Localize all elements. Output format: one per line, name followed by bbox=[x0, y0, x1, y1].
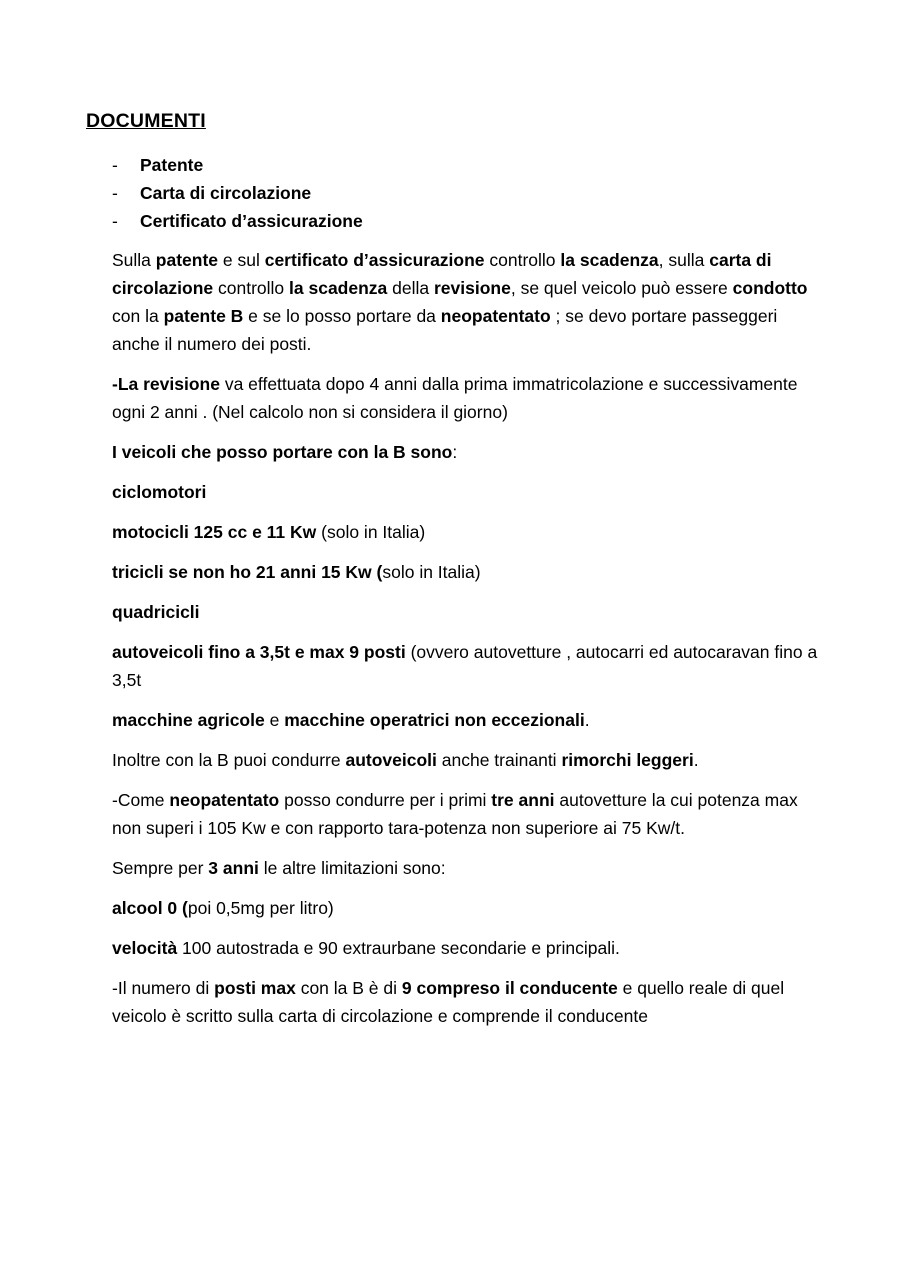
text-run: ; se devo portare passeggeri anche il numero dei posti. bbox=[112, 306, 778, 354]
text-run: , se quel veicolo può essere bbox=[510, 278, 733, 298]
bold-text: tricicli se non ho 21 anni 15 Kw ( bbox=[112, 562, 383, 582]
paragraph bbox=[112, 894, 822, 922]
text-run: della bbox=[387, 278, 434, 298]
bullet-dash: - bbox=[112, 155, 118, 175]
bold-text: posti max bbox=[214, 978, 296, 998]
text-run: (solo in Italia) bbox=[316, 522, 426, 542]
bold-text: carta di circolazione bbox=[112, 250, 772, 298]
text-run: controllo bbox=[484, 250, 561, 270]
text-run: -Come bbox=[112, 790, 170, 810]
bullet-dash: - bbox=[112, 211, 118, 231]
paragraph bbox=[112, 370, 822, 426]
text-run: poi 0,5mg per litro) bbox=[187, 898, 334, 918]
text-run: -Il numero di bbox=[112, 978, 215, 998]
bold-text: patente B bbox=[163, 306, 244, 326]
bold-text: neopatentato bbox=[440, 306, 551, 326]
text-run: e bbox=[264, 710, 285, 730]
bold-text: macchine operatrici non eccezionali bbox=[284, 710, 585, 730]
paragraph bbox=[112, 934, 822, 962]
paragraph bbox=[112, 438, 822, 466]
bold-text: 3 anni bbox=[208, 858, 259, 878]
bold-text: ciclomotori bbox=[112, 482, 207, 502]
bold-text: -La revisione bbox=[112, 374, 220, 394]
bold-text: tre anni bbox=[491, 790, 555, 810]
bold-text: neopatentato bbox=[169, 790, 280, 810]
list-item-label: Certificato d’assicurazione bbox=[140, 211, 363, 231]
paragraph bbox=[112, 854, 822, 882]
paragraph bbox=[112, 974, 822, 1030]
text-run: Sempre per bbox=[112, 858, 209, 878]
list-item bbox=[112, 207, 363, 235]
list-item bbox=[112, 151, 363, 179]
text-run: . bbox=[693, 750, 699, 770]
bold-text: autoveicoli fino a 3,5t e max 9 posti bbox=[112, 642, 406, 662]
text-run: posso condurre per i primi bbox=[279, 790, 492, 810]
list-item-label: Carta di circolazione bbox=[140, 183, 312, 203]
text-run: autovetture la cui potenza max non superi i 105 Kw e con rapporto tara-potenza non superiore ai 75 Kw/t. bbox=[112, 790, 798, 838]
text-run: va effettuata dopo 4 anni dalla prima immatricolazione e successivamente ogni 2 anni . (Nel calcolo non si considera il giorno) bbox=[112, 374, 798, 422]
paragraph bbox=[112, 558, 822, 586]
paragraph bbox=[112, 518, 822, 546]
text-run: controllo bbox=[213, 278, 290, 298]
paragraph bbox=[112, 746, 822, 774]
document-body bbox=[112, 246, 822, 1042]
documents-list bbox=[112, 151, 363, 235]
bold-text: macchine agricole bbox=[112, 710, 265, 730]
text-run: con la B è di bbox=[295, 978, 402, 998]
text-run: anche trainanti bbox=[436, 750, 562, 770]
text-run: solo in Italia) bbox=[382, 562, 481, 582]
text-run: : bbox=[452, 442, 458, 462]
bold-text: patente bbox=[155, 250, 219, 270]
bold-text: autoveicoli bbox=[345, 750, 437, 770]
bold-text: motocicli 125 cc e 11 Kw bbox=[112, 522, 317, 542]
bold-text: certificato d’assicurazione bbox=[264, 250, 485, 270]
bold-text: la scadenza bbox=[560, 250, 659, 270]
list-item-label: Patente bbox=[140, 155, 204, 175]
text-run: e quello reale di quel veicolo è scritto sulla carta di circolazione e comprende il conducente bbox=[112, 978, 785, 1026]
text-run: . bbox=[584, 710, 590, 730]
paragraph bbox=[112, 638, 822, 694]
text-run: le altre limitazioni sono: bbox=[258, 858, 446, 878]
bold-text: revisione bbox=[433, 278, 511, 298]
bold-text: I veicoli che posso portare con la B sono bbox=[112, 442, 453, 462]
paragraph bbox=[112, 246, 822, 358]
text-run: Inoltre con la B puoi condurre bbox=[112, 750, 346, 770]
bold-text: la scadenza bbox=[289, 278, 388, 298]
paragraph bbox=[112, 706, 822, 734]
paragraph bbox=[112, 598, 822, 626]
text-run: e se lo posso portare da bbox=[243, 306, 441, 326]
text-run: (ovvero autovetture , autocarri ed autocaravan fino a 3,5t bbox=[112, 642, 818, 690]
bold-text: condotto bbox=[732, 278, 808, 298]
bold-text: alcool 0 ( bbox=[112, 898, 188, 918]
text-run: con la bbox=[112, 306, 164, 326]
bold-text: 9 compreso il conducente bbox=[401, 978, 618, 998]
bold-text: rimorchi leggeri bbox=[561, 750, 694, 770]
text-run: Sulla bbox=[112, 250, 156, 270]
text-run: , sulla bbox=[658, 250, 710, 270]
paragraph bbox=[112, 786, 822, 842]
bullet-dash: - bbox=[112, 183, 118, 203]
bold-text: quadricicli bbox=[112, 602, 200, 622]
document-heading: DOCUMENTI bbox=[86, 110, 206, 132]
text-run: 100 autostrada e 90 extraurbane secondarie e principali. bbox=[177, 938, 620, 958]
bold-text: velocità bbox=[112, 938, 178, 958]
text-run: e sul bbox=[218, 250, 265, 270]
list-item bbox=[112, 179, 363, 207]
paragraph bbox=[112, 478, 822, 506]
